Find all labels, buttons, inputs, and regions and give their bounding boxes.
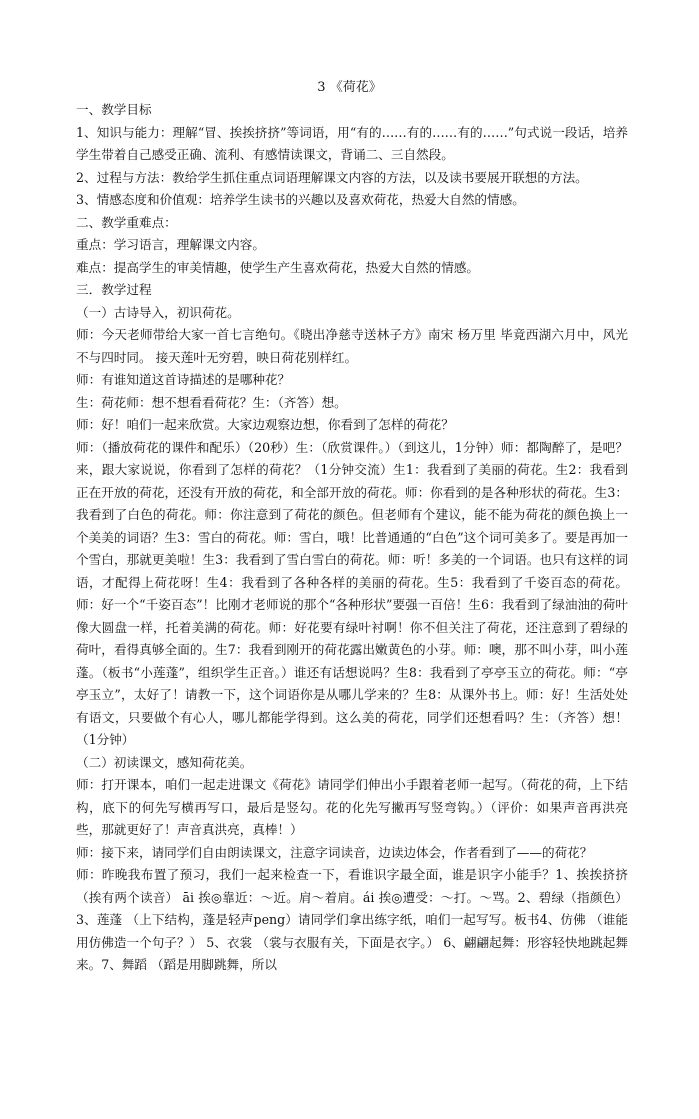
paragraph: 师：打开课本，咱们一起走进课文《荷花》请同学们伸出小手跟着老师一起写。（荷花的荷，上下结构，底下的何先写横再写口，最后是竖勾。花的化先写撇再写竖弯钩。）（评价：如果声音再洪亮些，那就更好了！声音真洪亮，真棒！） [76,777,628,837]
paragraph: 师：昨晚我布置了预习，我们一起来检查一下，看谁识字最全面，谁是识字小能手？1、挨挨挤挤（挨有两个读音） āi 挨◎靠近：～近。肩～着肩。ái 挨◎遭受：～打。～骂。2、碧绿（指颜色） 3、莲蓬 （上下结构，蓬是轻声peng）请同学们拿出练字纸，咱们一起写写。板书4、仿佛 （谁能用仿佛造一个句子？） 5、衣裳 （裳与衣服有关，下面是衣字。） 6、翩翩起舞：形容轻快地跳起舞来。7、舞蹈 （蹈是用脚跳舞，所以 [76,867,628,972]
paragraph: 师：有谁知道这首诗描述的是哪种花？ [76,372,291,387]
subsection-heading: （一）古诗导入，初识荷花。 [76,304,240,320]
paragraph: 3、情感态度和价值观：培养学生读书的兴趣以及喜欢荷花，热爱大自然的情感。 [76,192,525,207]
paragraph: 师：（播放荷花的课件和配乐）（20秒）生：（欣赏课件。）（到这儿，1分钟）师：都陶醉了，是吧？来，跟大家说说，你看到了怎样的荷花？（1分钟交流）生1：我看到了美丽的荷花。生2：我看到正在开放的荷花，还没有开放的荷花，和全部开放的荷花。师：你看到的是各种形状的荷花。生3：我看到了白色的荷花。师：你注意到了荷花的颜色。但老师有个建议，能不能为荷花的颜色换上一个美美的词语？生3：雪白的荷花。师：雪白，哦！比普通通的“白色”这个词可美多了。要是再加一个雪白，那就更美啦！生3：我看到了雪白雪白的荷花。师：听！多美的一个词语。也只有这样的词语，才配得上荷花呀！生4：我看到了各种各样的美丽的荷花。生5：我看到了千姿百态的荷花。师：好一个“千姿百态”！比刚才老师说的那个“各种形状”要强一百倍！生6：我看到了绿油油的荷叶像大圆盘一样，托着美满的荷花。师：好花要有绿叶衬啊！你不但关注了荷花，还注意到了碧绿的荷叶，看得真够全面的。生7：我看到刚开的荷花露出嫩黄色的小芽。师：噢，那不叫小芽，叫小莲蓬。（板书“小莲蓬”，组织学生正音。）谁还有话想说吗？生8：我看到了亭亭玉立的荷花。师：“亭亭玉立”，太好了！请教一下，这个词语你是从哪儿学来的？生8：从课外书上。师：好！生活处处有语文，只要做个有心人，哪儿都能学得到。这么美的荷花，同学们还想看吗？生：（齐答）想！（1分钟） [76,439,628,747]
paragraph: 师：好！咱们一起来欣赏。大家边观察边想，你看到了怎样的荷花？ [76,417,454,432]
paragraph: 师：今天老师带给大家一首七言绝句。《晓出净慈寺送林子方》南宋 杨万里 毕竟西湖六月中，风光不与四时同。 接天莲叶无穷碧，映日荷花别样红。 [76,327,628,365]
paragraph: 师：接下来，请同学们自由朗读课文，注意字词读音，边读边体会，作者看到了——的荷花？ [76,844,593,860]
paragraph: 2、过程与方法：教给学生抓住重点词语理解课文内容的方法，以及读书要展开联想的方法。 [76,169,588,185]
section-heading-process: 三．教学过程 [76,282,152,297]
subsection-heading: （二）初读课文，感知荷花美。 [76,754,253,770]
paragraph: 难点：提高学生的审美情趣，使学生产生喜欢荷花，热爱大自然的情感。 [76,259,479,275]
paragraph: 生：荷花师：想不想看看荷花？生：（齐答）想。 [76,394,347,410]
section-heading-key-points: 二、教学重难点： [76,214,177,230]
paragraph: 重点：学习语言，理解课文内容。 [76,237,265,252]
paragraph: 1、知识与能力：理解“冒、挨挨挤挤”等词语，用“有的……有的……有的……”句式说一段话，培养学生带着自己感受正确、流利、有感情读课文，背诵二、三自然段。 [76,124,628,162]
section-heading-objectives: 一、教学目标 [76,102,152,117]
document-body [76,99,628,977]
page-title: 3 《荷花》 [317,80,382,95]
